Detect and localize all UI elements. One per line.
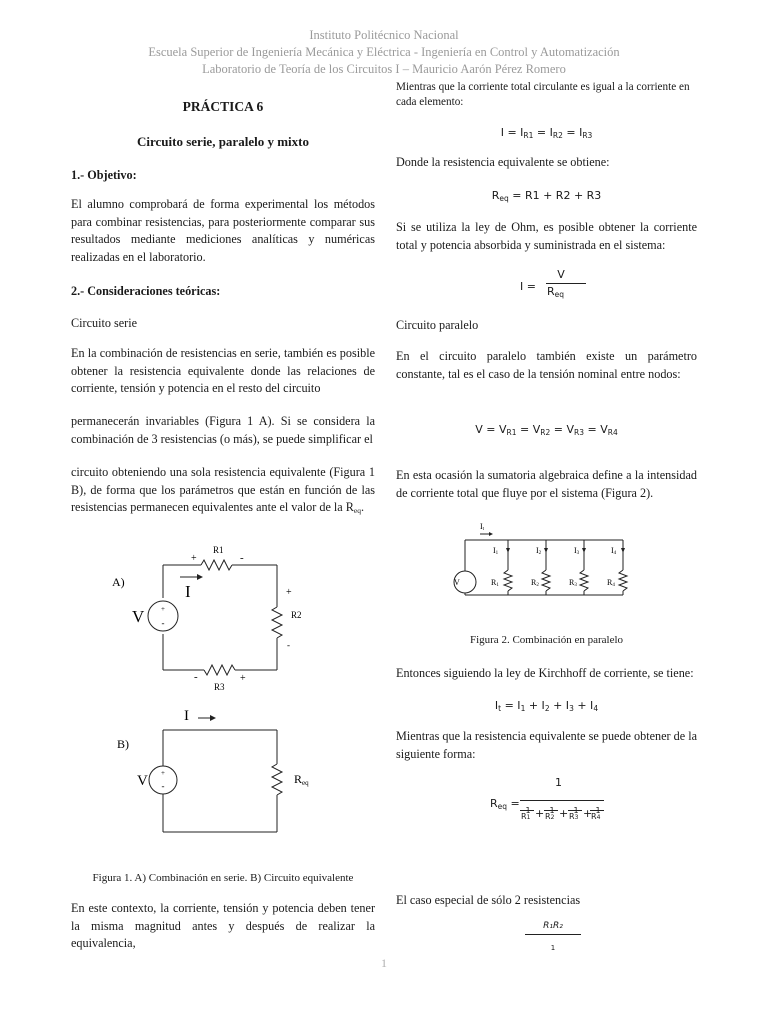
fig1-r2-label: R2	[291, 610, 302, 620]
context-paragraph: En este contexto, la corriente, tensión y potencia deben tener la misma magnitud antes y después de realizar la equivalencia,	[71, 901, 375, 951]
total-current-arrow-icon	[489, 532, 493, 536]
fig2-i3: I3	[574, 546, 580, 556]
series-paragraph-3: circuito obteniendo una sola resistencia equivalente (Figura 1 B), de forma que los parámetros que están en función de las resistencias permanecen equivalentes ante el valor de la $R_{eq}$.	[71, 465, 375, 516]
fig1-a-voltage: V	[132, 607, 145, 626]
series-paragraph-2: permanecerán invariables (Figura 1 A). Si se considera la combinación de 3 resistencias (o más), se puede simplificar el	[71, 414, 375, 446]
equation-current: $I = I_{R1} = I_{R2} = I_{R3}$	[500, 126, 593, 140]
header-school: Escuela Superior de Ingeniería Mecánica y Eléctrica - Ingeniería en Control y Automatización	[148, 45, 620, 59]
current-paragraph: Mientras que la corriente total circulante es igual a la corriente en cada elemento:	[396, 81, 690, 108]
fig1-label-b: B)	[117, 737, 129, 751]
fig1-r1-minus: -	[240, 552, 244, 564]
source-b-plus: +	[161, 769, 165, 777]
fig2-voltage: V	[454, 578, 460, 587]
practice-title: PRÁCTICA 6	[182, 99, 264, 114]
fig1-label-a: A)	[112, 575, 125, 589]
parallel-paragraph: En el circuito paralelo también existe un parámetro constante, tal es el caso de la tensión nominal entre nodos:	[396, 349, 697, 381]
req-paragraph: Donde la resistencia equivalente se obtiene:	[396, 155, 610, 169]
fig2-total-current: It	[480, 522, 485, 532]
fig1-req-label: Req	[294, 772, 309, 787]
fig1-r2-minus: -	[287, 640, 290, 650]
series-paragraph-1: En la combinación de resistencias en serie, también es posible obtener la resistencia equivalente donde las relaciones de corriente, tensión y potencia en el resto del circuito	[71, 346, 375, 396]
sum-paragraph: En esta ocasión la sumatoria algebraica define a la intensidad de corriente total que fluye por el sistema (Figura 2).	[396, 468, 697, 500]
fig2-r4: R4	[607, 578, 615, 588]
figure-1-caption: Figura 1. A) Combinación en serie. B) Circuito equivalente	[92, 872, 354, 884]
equation-req-parallel-lhs: $R_{eq}$ =	[490, 797, 520, 811]
fig2-r1: R1	[491, 578, 499, 588]
parallel-heading: Circuito paralelo	[396, 318, 479, 332]
fig2-i4: I4	[611, 546, 617, 556]
fig1-r1-label: R1	[213, 545, 224, 555]
fig1-b-current: I	[184, 708, 189, 724]
current-arrow-b-icon	[210, 715, 216, 721]
objective-text: El alumno comprobará de forma experimental los métodos para combinar resistencias, para posteriormente comparar sus resultados mediante mediciones analíticas y numéricas realizadas en el laboratorio.	[71, 197, 375, 264]
source-minus: -	[161, 618, 165, 628]
current-arrow-icon	[197, 574, 203, 580]
branch-4-arrow-icon	[621, 548, 625, 553]
equation-req-series: $R_{eq} = R1 + R2 + R3$	[491, 189, 602, 203]
kirchhoff-paragraph: Entonces siguiendo la ley de Kirchhoff de corriente, se tiene:	[396, 666, 694, 680]
header-institution: Instituto Politécnico Nacional	[309, 28, 459, 42]
equation-special-numerator: R₁R₂	[543, 921, 563, 931]
series-heading: Circuito serie	[71, 316, 137, 330]
fig1-r3-label: R3	[214, 682, 225, 692]
header-lab: Laboratorio de Teoría de los Circuitos I – Mauricio Aarón Pérez Romero	[202, 62, 566, 76]
equation-special-fraction-bar	[525, 934, 581, 935]
theory-heading: 2.- Consideraciones teóricas:	[71, 284, 221, 298]
practice-subtitle: Circuito serie, paralelo y mixto	[137, 134, 309, 149]
fig1-r1-plus: +	[191, 553, 197, 564]
source-plus: +	[161, 605, 165, 613]
fig2-i1: I1	[493, 546, 499, 556]
fig1-a-current: I	[185, 582, 191, 601]
fig1-r3-plus: +	[240, 673, 246, 684]
source-b-minus: -	[161, 781, 165, 791]
req-parallel-paragraph: Mientras que la resistencia equivalente se puede obtener de la siguiente forma:	[396, 729, 697, 761]
fig1-r3-minus: -	[194, 671, 198, 683]
equation-special-denominator: 1	[550, 944, 556, 952]
equation-kirchhoff: $I_t = I_1 + I_2 + I_3 + I_4$	[494, 699, 599, 713]
page-number: 1	[381, 956, 387, 970]
fig2-r3: R3	[569, 578, 577, 588]
fig1-r2-plus: +	[286, 587, 292, 598]
figure-1-series-circuit	[90, 540, 360, 840]
equation-req-parallel-fraction-bar	[520, 800, 604, 801]
fig2-r2: R2	[531, 578, 539, 588]
figure-2-parallel-circuit	[450, 515, 650, 625]
objective-heading: 1.- Objetivo:	[71, 168, 137, 182]
branch-2-arrow-icon	[544, 548, 548, 553]
ohm-paragraph: Si se utiliza la ley de Ohm, es posible obtener la corriente total y potencia absorbida y suministrada en el sistema:	[396, 220, 697, 252]
equation-voltage: $V = V_{R1} = V_{R2} = V_{R3} = V_{R4}$	[475, 423, 618, 437]
figure-2-caption: Figura 2. Combinación en paralelo	[469, 634, 624, 646]
fig2-i2: I2	[536, 546, 542, 556]
branch-1-arrow-icon	[506, 548, 510, 553]
branch-3-arrow-icon	[582, 548, 586, 553]
equation-req-parallel-numerator: 1	[555, 776, 562, 789]
special-case-paragraph: El caso especial de sólo 2 resistencias	[396, 893, 581, 907]
fig1-b-voltage: V	[137, 773, 148, 789]
